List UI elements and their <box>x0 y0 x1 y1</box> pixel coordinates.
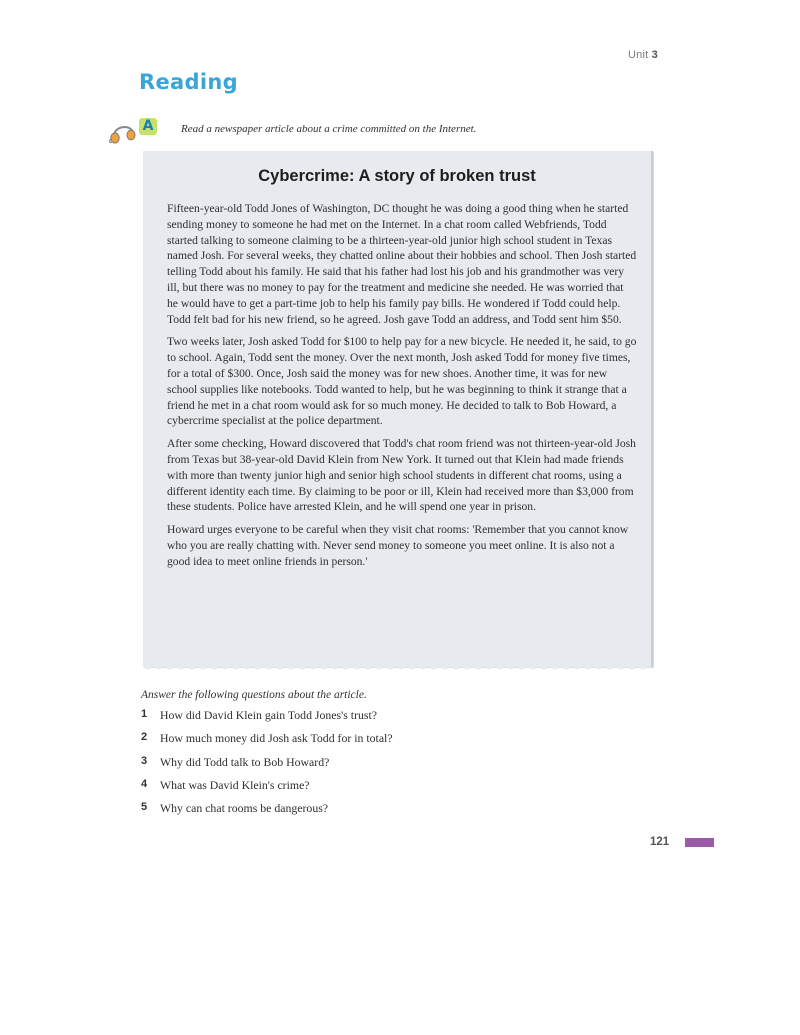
unit-word: Unit <box>628 49 649 61</box>
article-paragraph: After some checking, Howard discovered that Todd's chat room friend was not thirteen-year-old Josh from Texas but 38-year-old David Klein from New York. It turned out that Klein had made friends with more than twenty junior high and senior high school students in different chat rooms, using a different identity each time. By claiming to be poor or ill, Klein had received more than $3,000 from these students. Police have arrested Klein, and he will spend one year in prison. <box>167 437 636 514</box>
article-paragraph: Two weeks later, Josh asked Todd for $100 to help pay for a new bicycle. He needed it, he said, to go to school. Again, Todd sent the money. Over the next month, Josh asked Todd for money five times, for a total of $300. Once, Josh said the money was for new shoes. Another time, it was for new school supplies like notebooks. Todd wanted to help, but he was beginning to think it strange that a friend he met in a chat room would ask for so much money. He decided to talk to Bob Howard, a cybercrime specialist at the police department. <box>167 335 637 428</box>
question-item <box>141 801 561 824</box>
exercise-instruction: Read a newspaper article about a crime committed on the Internet. <box>181 123 477 135</box>
question-number: 2 <box>141 731 148 744</box>
headphones-icon <box>108 120 138 146</box>
exercise-header <box>108 116 668 146</box>
question-item <box>141 778 561 801</box>
article-body <box>167 201 637 577</box>
page-color-tab <box>685 838 714 847</box>
questions-intro: Answer the following questions about the article. <box>141 689 367 701</box>
article-paragraph: Fifteen-year-old Todd Jones of Washington, DC thought he was doing a good thing when he started sending money to someone he had met on the Internet. In a chat room called Webfriends, Todd started talking to someone claiming to be a thirteen-year-old junior high school student in Texas named Josh. For several weeks, they chatted online about their hobbies and school. Then Josh started telling Todd about his family. He said that his father had lost his job and his grandmother was very ill, but there was no money to pay for the treatment and medicine she needed. He was worried that he would have to get a part-time job to help his family pay bills. He wondered if Todd could help. Todd felt bad for his new friend, so he agreed. Josh gave Todd an address, and Todd sent him $50. <box>167 202 637 326</box>
question-number: 5 <box>141 801 148 814</box>
question-number: 4 <box>141 777 148 790</box>
question-item <box>141 708 561 731</box>
article-paragraph: Howard urges everyone to be careful when they visit chat rooms: 'Remember that you cannot know who you are really chatting with. Never send money to someone you meet online. It is also not a good idea to meet online friends in person.' <box>167 523 629 568</box>
questions-list <box>141 708 561 824</box>
question-number: 3 <box>141 754 148 767</box>
exercise-badge: A <box>139 118 157 135</box>
question-text: How much money did Josh ask Todd for in total? <box>160 731 393 746</box>
unit-number: 3 <box>651 49 658 61</box>
article-title: Cybercrime: A story of broken trust <box>258 167 536 185</box>
unit-label <box>600 49 658 61</box>
question-text: What was David Klein's crime? <box>160 777 310 792</box>
question-text: Why did Todd talk to Bob Howard? <box>160 754 330 769</box>
question-item <box>141 755 561 778</box>
question-number: 1 <box>141 708 148 720</box>
section-title: Reading <box>139 70 238 94</box>
question-item <box>141 731 561 754</box>
article-box <box>143 151 653 667</box>
page-number: 121 <box>650 836 670 848</box>
question-text: Why can chat rooms be dangerous? <box>160 801 329 816</box>
question-text: How did David Klein gain Todd Jones's trust? <box>160 708 378 722</box>
